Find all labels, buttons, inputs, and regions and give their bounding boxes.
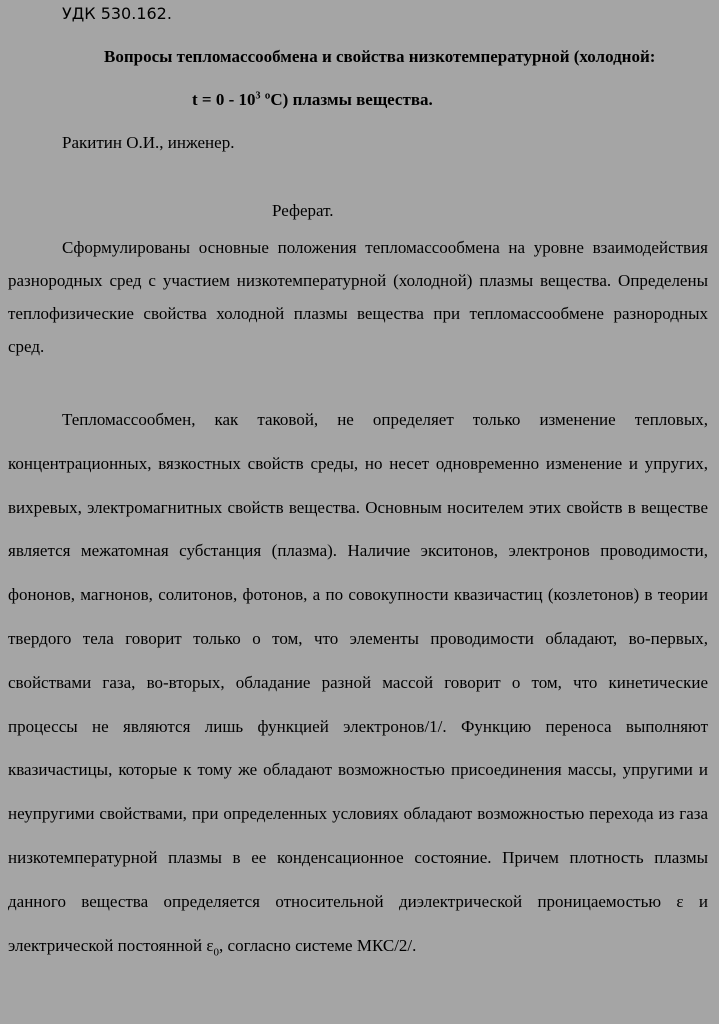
author-line: Ракитин О.И., инженер. [62, 133, 235, 152]
udk-code: УДК 530.162. [62, 4, 172, 23]
body-text-end: , согласно системе МКС/2/. [219, 935, 417, 955]
abstract-heading: Реферат. [272, 201, 334, 220]
title-exponent: 3 [255, 90, 261, 102]
title-line-1: Вопросы тепломассообмена и свойства низкотемпературной (холодной: [104, 47, 656, 66]
body-text-main: Тепломассообмен, как таковой, не определяет только изменение тепловых, концентрационных, вязкостных свойств среды, но несет одновременно изменение и упругих, вихревых, электромагнитных свойств вещества. Основным носителем этих свойств в веществе является межатомная субстанция (плазма). Наличие экситонов, электронов проводимости, фононов, магнонов, солитонов, фотонов, а по совокупности квазичастиц (козлетонов) в теории твердого тела говорит только о том, что элементы проводимости обладают, во-первых, свойствами газа, во-вторых, обладание разной массой говорит о том, что кинетические процессы не являются лишь функцией электронов/1/. Функцию переноса выполняют квазичастицы, которые к тому же обладают возможностью присоединения массы, упругими и неупругими свойствами, при определенных условиях обладают возможностью перехода из газа низкотемпературной плазмы в ее конденсационное состояние. Причем плотность плазмы данного вещества определяется относительной диэлектрической проницаемостью ε и электрической постоянной ε [8, 410, 708, 955]
title-line-2 [192, 90, 433, 110]
title-line-2-suffix: ºС) плазмы вещества. [260, 90, 433, 109]
body-paragraph [8, 398, 708, 975]
title-line-2-prefix: t = 0 - 10 [192, 90, 256, 109]
epsilon-subscript: 0 [213, 945, 220, 958]
abstract-paragraph: Сформулированы основные положения тепломассообмена на уровне взаимодействия разнородных сред с участием низкотемпературной (холодной) плазмы вещества. Определены теплофизические свойства холодной плазмы вещества при тепломассообмене разнородных сред. [8, 238, 708, 356]
